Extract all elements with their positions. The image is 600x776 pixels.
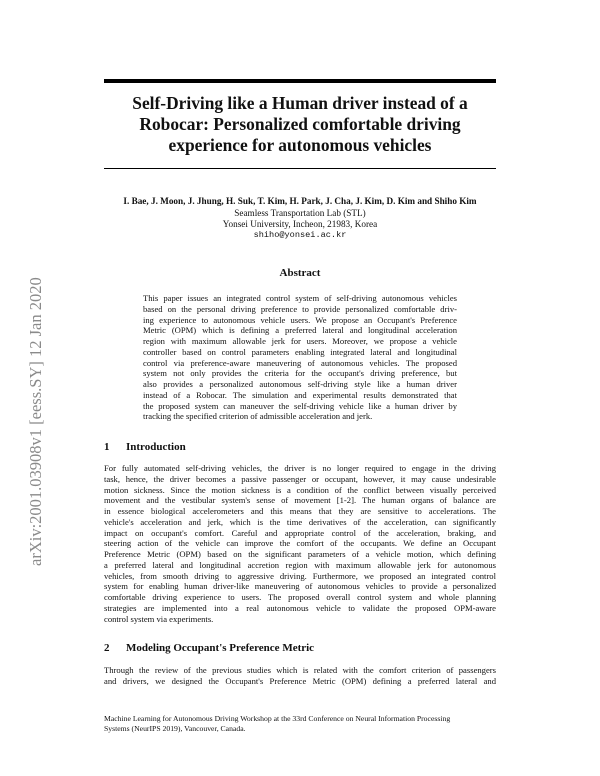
venue-footnote [104, 714, 496, 734]
body-line: For fully automated self-driving vehicles, the driver is no longer required to engage in the driving [104, 463, 496, 473]
body-line: strategies are implemented into a real autonomous vehicle to validate the proposed OPM-aware [104, 602, 496, 613]
abstract-line: based on the personal driving preference to provide personalized comfortable driv- [143, 303, 457, 314]
abstract-line: ing experience to autonomous vehicle users. We propose an Occupant's Preference [143, 314, 457, 325]
abstract-line: tracking the specified criterion of admissible acceleration and jerk. [143, 411, 373, 422]
body-line: task, hence, the driver becomes a passive passenger or occupant, however, it may cause undesirable [104, 473, 496, 484]
section-title: Introduction [126, 441, 186, 453]
body-line: a preferred lateral and longitudinal accretion region with maximum allowable jerk for autonomous [104, 559, 496, 570]
author-list: I. Bae, J. Moon, J. Jhung, H. Suk, T. Kim, H. Park, J. Cha, J. Kim, D. Kim and Shiho Kim [123, 196, 477, 206]
body-line: movement and the vestibular system's sense of movement [1-2]. The human organs of balance are [104, 495, 496, 506]
body-line: impact on occupant's comfort. Careful and appropriate control of the acceleration, braking, and [104, 527, 496, 538]
body-line: Preference Metric (OPM) based on the significant parameters of a vehicle motion, which defining [104, 549, 496, 559]
body-line: comfortable driving experience to users. The proposed overall control system and whole planning [104, 592, 496, 602]
body-line: motion sickness. Since the motion sickness is a condition of the conflict between visually perceived [104, 484, 496, 495]
abstract-line: instead of a Robocar. The simulation and experimental results demonstrated that [143, 389, 457, 400]
abstract-line: This paper issues an integrated control system of self-driving autonomous vehicles [143, 293, 457, 303]
arxiv-identifier: arXiv:2001.03908v1 [eess.SY] 12 Jan 2020 [26, 277, 45, 566]
body-line: Through the review of the previous studies which is related with the comfort criterion of passengers [104, 665, 496, 675]
abstract-body [143, 293, 457, 422]
affiliation-block [104, 208, 496, 241]
section-number: 2 [104, 642, 110, 654]
title-line: experience for autonomous vehicles [168, 135, 432, 155]
abstract-line: region with maximum allowable jerk for users. Moreover, we propose a vehicle [143, 336, 457, 346]
section-number: 1 [104, 441, 110, 453]
body-line: and drivers, we designed the Occupant's Preference Metric (OPM) defining a preferred lateral and [104, 675, 496, 686]
section-2-paragraph [104, 665, 496, 687]
abstract-line: control via preference-aware maneuvering of autonomous vehicles. The proposed [143, 357, 457, 368]
abstract-heading: Abstract [279, 267, 321, 279]
body-line: in essence biological accelerometers and this means that they are sensitive to accelerations. The [104, 506, 496, 516]
body-line: control system via experiments. [104, 613, 214, 624]
section-1-heading [104, 441, 186, 453]
abstract-line: controller based on control parameters enabling integrated lateral and longitudinal [143, 346, 457, 357]
abstract-line: the proposed system can maneuver the self-driving vehicle like a human driver by [143, 400, 457, 411]
title-line: Robocar: Personalized comfortable driving [139, 114, 461, 134]
affiliation-university: Yonsei University, Incheon, 21983, Korea [222, 219, 378, 229]
paper-title [104, 93, 496, 156]
body-line: steering action of the vehicle can improve the comfort of the occupants. We define an Occupant [104, 538, 496, 549]
abstract-line: Metric (OPM) which is defining a preferred lateral and longitudinal acceleration [143, 325, 457, 336]
footnote-line: Machine Learning for Autonomous Driving Workshop at the 33rd Conference on Neural Information Processing [104, 714, 451, 723]
title-bottom-rule [104, 168, 496, 169]
body-line: vehicle's acceleration and jerk, which is the time derivatives of the acceleration, can significantly [104, 516, 496, 527]
body-line: system for enabling human driver-like maneuvering of autonomous vehicles to provide a personalized [104, 581, 496, 592]
author-email: shiho@yonsei.ac.kr [253, 230, 347, 240]
abstract-line: also provides a personalized autonomous self-driving style like a human driver [143, 379, 457, 389]
section-2-heading [104, 642, 314, 654]
affiliation-lab: Seamless Transportation Lab (STL) [234, 208, 366, 218]
title-top-rule [104, 79, 496, 83]
title-line: Self-Driving like a Human driver instead of a [132, 93, 468, 113]
body-line: vehicles, from smooth driving to aggressive driving. Furthermore, we proposed an integrated control [104, 570, 496, 581]
footnote-line: Systems (NeurIPS 2019), Vancouver, Canada. [104, 724, 246, 733]
abstract-line: system not only provides the criteria for the occupant's driving preference, but [143, 368, 457, 379]
introduction-paragraph [104, 463, 496, 624]
section-title: Modeling Occupant's Preference Metric [126, 642, 315, 654]
